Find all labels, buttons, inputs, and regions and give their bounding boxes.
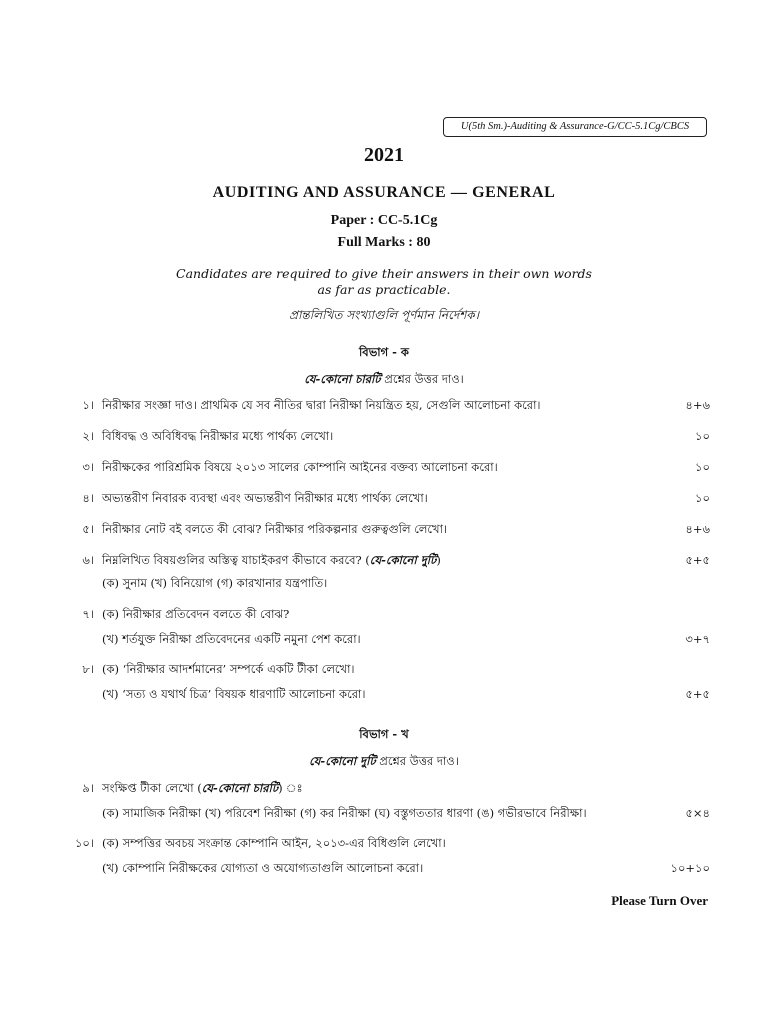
question-9 — [0, 780, 768, 824]
instruction-line-2: as far as practicable. — [317, 282, 451, 297]
question-marks: ১০ — [695, 460, 710, 474]
question-number: ১০। — [74, 836, 94, 850]
question-marks: ৪+৬ — [685, 522, 710, 536]
question-text-emphasis: যে-কোনো চারটি — [201, 781, 279, 795]
question-marks: ৫+৫ — [685, 553, 710, 567]
question-text: বিধিবদ্ধ ও অবিধিবদ্ধ নিরীক্ষার মধ্যে পার্থক্য লেখো। — [102, 429, 334, 443]
section-a-heading: বিভাগ - ক — [359, 345, 409, 359]
section-b-instruction — [0, 753, 768, 772]
question-text-main: সংক্ষিপ্ত টীকা লেখো ( — [102, 781, 202, 795]
question-marks: ১০ — [695, 491, 710, 505]
question-marks: ১০+১০ — [670, 861, 710, 875]
instruction-bengali: প্রান্তলিখিত সংখ্যাগুলি পূর্ণমান নির্দেশক। — [288, 308, 479, 322]
question-number: ৭। — [82, 607, 94, 621]
question-text — [102, 552, 441, 571]
section-a-instruction-rest: প্রশ্নের উত্তর দাও। — [380, 372, 464, 386]
question-part-b: (খ) শর্তযুক্ত নিরীক্ষা প্রতিবেদনের একটি নমুনা পেশ করো। — [102, 632, 361, 646]
exam-year: 2021 — [364, 144, 404, 166]
question-text-main: নিম্নলিখিত বিষয়গুলির অস্তিত্ব যাচাইকরণ কীভাবে করবে? ( — [102, 553, 370, 567]
question-number: ৬। — [82, 553, 94, 567]
question-part-a: (ক) নিরীক্ষার প্রতিবেদন বলতে কী বোঝ? — [102, 607, 290, 621]
question-text-end: ) — [436, 553, 441, 567]
question-text-end: ) ঃ — [278, 781, 303, 795]
question-text — [102, 780, 303, 799]
please-turn-over: Please Turn Over — [611, 893, 708, 908]
instructions — [0, 266, 768, 298]
question-marks: ১০ — [695, 429, 710, 443]
question-text: নিরীক্ষার নোট বই বলতে কী বোঝ? নিরীক্ষার পরিকল্পনার গুরুত্বগুলি লেখো। — [102, 522, 448, 536]
section-b-instruction-emphasis: যে-কোনো দুটি — [309, 754, 376, 768]
question-text: নিরীক্ষকের পারিশ্রমিক বিষয়ে ২০১৩ সালের কোম্পানি আইনের বক্তব্য আলোচনা করো। — [102, 460, 498, 474]
paper-number: Paper : CC-5.1Cg — [330, 213, 438, 228]
question-marks: ৩+৭ — [685, 632, 710, 646]
instruction-line-1: Candidates are required to give their answers in their own words — [176, 266, 592, 281]
question-text-emphasis: যে-কোনো দুটি — [369, 553, 437, 567]
question-number: ৮। — [82, 662, 94, 676]
question-number: ৯। — [82, 781, 94, 795]
question-text: অভ্যন্তরীণ নিবারক ব্যবস্থা এবং অভ্যন্তরীণ নিরীক্ষার মধ্যে পার্থক্য লেখো। — [102, 491, 428, 505]
question-part-a: (ক) ‘নিরীক্ষার আদর্শমানের’ সম্পর্কে একটি টীকা লেখো। — [102, 662, 355, 676]
section-b-heading: বিভাগ - খ — [359, 727, 409, 741]
question-sub-items: (ক) সুনাম (খ) বিনিয়োগ (গ) কারখানার যন্ত্রপাতি। — [102, 576, 328, 590]
question-10 — [0, 835, 768, 879]
question-number: ১। — [82, 398, 94, 412]
section-a-instruction — [0, 371, 768, 390]
question-number: ৫। — [82, 522, 94, 536]
question-text: নিরীক্ষার সংজ্ঞা দাও। প্রাথমিক যে সব নীতির দ্বারা নিরীক্ষা নিয়ন্ত্রিত হয়, সেগুলি আলোচনা করো। — [102, 398, 541, 412]
paper-title: AUDITING AND ASSURANCE — GENERAL — [212, 184, 556, 201]
question-marks: ৫+৫ — [685, 687, 710, 701]
section-a-instruction-emphasis: যে-কোনো চারটি — [304, 372, 381, 386]
question-part-b: (খ) ‘সত্য ও যথার্থ চিত্র’ বিষয়ক ধারণাটি আলোচনা করো। — [102, 687, 366, 701]
question-6 — [0, 552, 768, 596]
question-sub-items: (ক) সামাজিক নিরীক্ষা (খ) পরিবেশ নিরীক্ষা (গ) কর নিরীক্ষা (ঘ) বস্তুগততার ধারণা (ঙ) গভীরভাবে নিরীক্ষা। — [102, 806, 587, 820]
paper-code-box: U(5th Sm.)-Auditing & Assurance-G/CC-5.1Cg/CBCS — [443, 117, 707, 137]
full-marks: Full Marks : 80 — [337, 235, 431, 250]
question-8 — [0, 661, 768, 705]
question-number: ৪। — [82, 491, 94, 505]
section-b-instruction-rest: প্রশ্নের উত্তর দাও। — [375, 754, 459, 768]
question-7 — [0, 606, 768, 650]
question-marks: ৪+৬ — [685, 398, 710, 412]
question-number: ২। — [82, 429, 94, 443]
question-marks: ৫×৪ — [685, 806, 710, 820]
question-part-a: (ক) সম্পত্তির অবচয় সংক্রান্ত কোম্পানি আইন, ২০১৩-এর বিধিগুলি লেখো। — [102, 836, 446, 850]
question-number: ৩। — [82, 460, 94, 474]
question-part-b: (খ) কোম্পানি নিরীক্ষকের যোগ্যতা ও অযোগ্যতাগুলি আলোচনা করো। — [102, 861, 424, 875]
